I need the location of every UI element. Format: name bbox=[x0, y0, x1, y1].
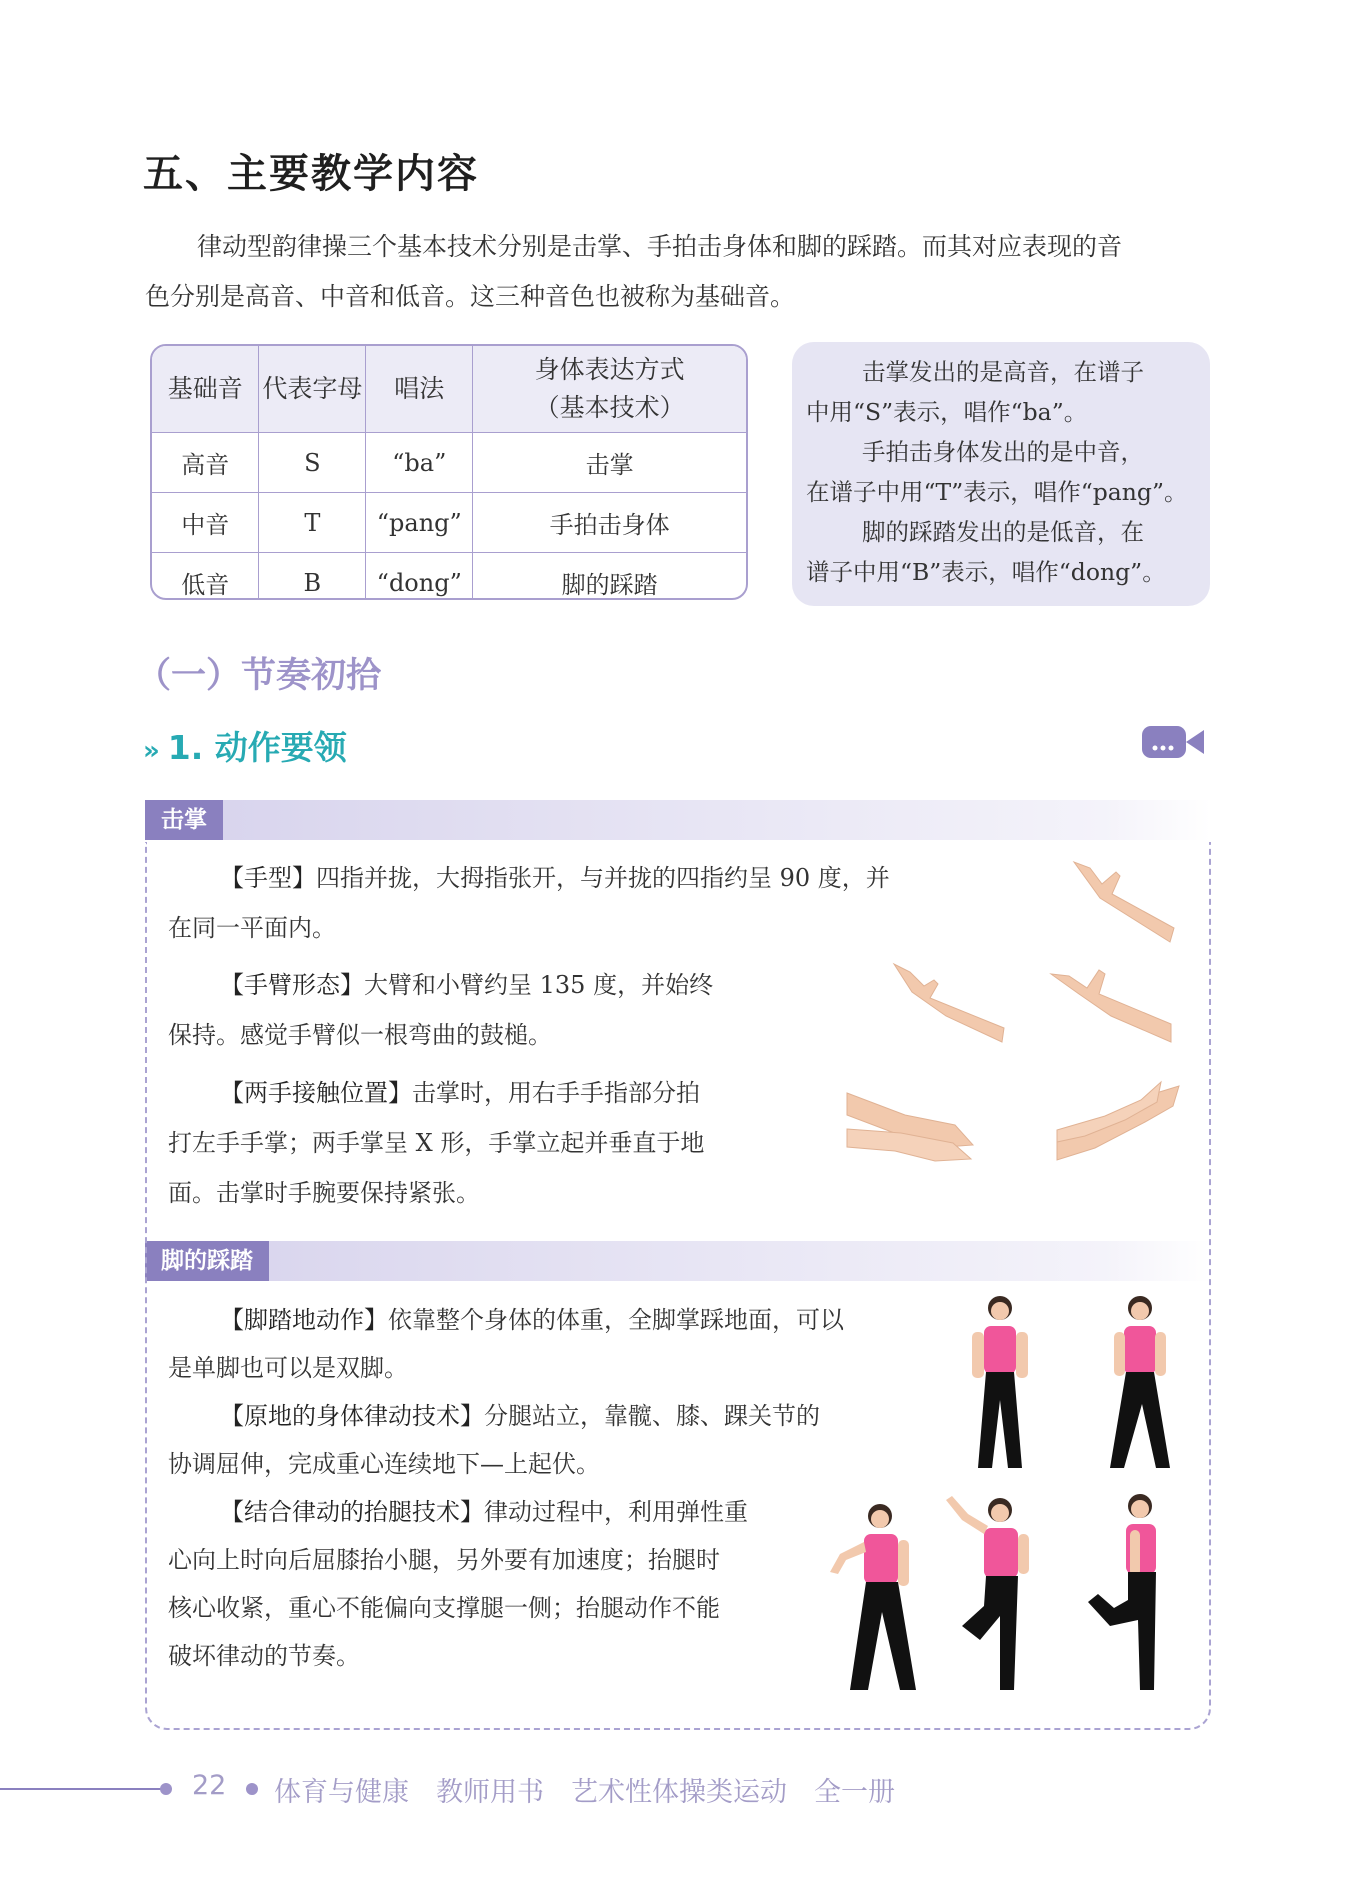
double-chevron-icon: » bbox=[143, 736, 160, 766]
table-cell: B bbox=[259, 553, 366, 601]
table-cell: “pang” bbox=[366, 493, 473, 553]
stand-figure-2 bbox=[1090, 1292, 1190, 1482]
video-camera-icon[interactable] bbox=[1140, 722, 1206, 762]
leg-lift-figure-2 bbox=[940, 1490, 1060, 1700]
note-line: 中用“S”表示，唱作“ba”。 bbox=[806, 398, 1088, 426]
stomp-tag: 脚的踩踏 bbox=[145, 1241, 269, 1281]
arm-shape-photo-1 bbox=[890, 960, 1010, 1050]
table-row bbox=[152, 433, 746, 493]
table-header-line: 身体表达方式 bbox=[534, 355, 685, 384]
table-header: 唱法 bbox=[366, 346, 473, 433]
clap-arm-paragraph bbox=[168, 960, 788, 1060]
basic-tone-table bbox=[150, 344, 748, 600]
intro-paragraph bbox=[145, 222, 1225, 322]
footer-line bbox=[0, 1788, 162, 1790]
table-cell: T bbox=[259, 493, 366, 553]
stomp-c-text: 律动过程中，利用弹性重 bbox=[484, 1498, 748, 1526]
subsection-title: （一）节奏初拾 bbox=[136, 656, 382, 696]
stomp-c-text-4: 破坏律动的节奏。 bbox=[168, 1642, 360, 1670]
table-cell: 中音 bbox=[152, 493, 259, 553]
clap-contact-photo-1 bbox=[845, 1085, 975, 1165]
table-cell: 高音 bbox=[152, 433, 259, 493]
page-number: 22 bbox=[192, 1770, 227, 1801]
table-cell: “dong” bbox=[366, 553, 473, 601]
table-cell: S bbox=[259, 433, 366, 493]
table-header bbox=[473, 346, 746, 433]
point-title bbox=[143, 722, 347, 769]
arm-text-2: 保持。感觉手臂似一根弯曲的鼓槌。 bbox=[168, 1021, 552, 1049]
arm-text: 大臂和小臂约呈 135 度，并始终 bbox=[364, 971, 714, 999]
footer-dot bbox=[246, 1783, 258, 1795]
note-line: 谱子中用“B”表示，唱作“dong”。 bbox=[806, 558, 1166, 586]
stomp-c-text-2: 心向上时向后屈膝抬小腿，另外要有加速度；抬腿时 bbox=[168, 1546, 720, 1574]
contact-text-2: 打左手手掌；两手掌呈 X 形，手掌立起并垂直于地 bbox=[168, 1129, 705, 1157]
hand-shape-photo bbox=[1060, 850, 1180, 950]
stomp-a-text: 依靠整个身体的体重，全脚掌踩地面，可以 bbox=[388, 1306, 844, 1334]
stand-figure-1 bbox=[950, 1292, 1050, 1482]
clap-band bbox=[145, 800, 1211, 840]
note-line: 脚的踩踏发出的是低音，在 bbox=[862, 518, 1144, 546]
clap-contact-paragraph bbox=[168, 1068, 788, 1218]
table-header-row bbox=[152, 346, 746, 433]
clap-hand-paragraph bbox=[168, 853, 998, 953]
footer-dot bbox=[160, 1783, 172, 1795]
table-cell: 击掌 bbox=[473, 433, 746, 493]
table-cell: 脚的踩踏 bbox=[473, 553, 746, 601]
hand-text-2: 在同一平面内。 bbox=[168, 914, 336, 942]
stomp-a-text-2: 是单脚也可以是双脚。 bbox=[168, 1354, 408, 1382]
intro-line-2: 色分别是高音、中音和低音。这三种音色也被称为基础音。 bbox=[145, 282, 796, 311]
stomp-c-text-3: 核心收紧，重心不能偏向支撑腿一侧；抬腿动作不能 bbox=[168, 1594, 720, 1622]
contact-text-3: 面。击掌时手腕要保持紧张。 bbox=[168, 1179, 480, 1207]
stomp-a-key: 【脚踏地动作】 bbox=[220, 1306, 388, 1334]
table-cell: “ba” bbox=[366, 433, 473, 493]
contact-text: 击掌时，用右手手指部分拍 bbox=[412, 1079, 700, 1107]
note-line: 在谱子中用“T”表示，唱作“pang”。 bbox=[806, 478, 1188, 506]
stomp-b-text: 分腿站立，靠髋、膝、踝关节的 bbox=[484, 1402, 820, 1430]
note-box bbox=[792, 342, 1210, 606]
table-cell: 低音 bbox=[152, 553, 259, 601]
section-title: 五、主要教学内容 bbox=[143, 150, 479, 197]
stomp-b-key: 【原地的身体律动技术】 bbox=[220, 1402, 484, 1430]
hand-text: 四指并拢，大拇指张开，与并拢的四指约呈 90 度，并 bbox=[316, 864, 890, 892]
note-line: 手拍击身体发出的是中音， bbox=[862, 438, 1144, 466]
point-title-text: 1. 动作要领 bbox=[167, 728, 347, 767]
table-header-line: （基本技术） bbox=[534, 393, 685, 422]
hand-key: 【手型】 bbox=[220, 864, 316, 892]
stomp-paragraph bbox=[168, 1296, 928, 1488]
table-row bbox=[152, 553, 746, 601]
leg-lift-figure-1 bbox=[820, 1500, 940, 1700]
stomp-b-text-2: 协调屈伸，完成重心连续地下—上起伏。 bbox=[168, 1450, 600, 1478]
stomp-c-key: 【结合律动的抬腿技术】 bbox=[220, 1498, 484, 1526]
intro-line-1: 律动型韵律操三个基本技术分别是击掌、手拍击身体和脚的踩踏。而其对应表现的音 bbox=[197, 232, 1123, 261]
table-row bbox=[152, 493, 746, 553]
note-line: 击掌发出的是高音，在谱子 bbox=[862, 358, 1144, 386]
arm-shape-photo-2 bbox=[1045, 960, 1175, 1050]
table-header: 基础音 bbox=[152, 346, 259, 433]
table-cell: 手拍击身体 bbox=[473, 493, 746, 553]
clap-contact-photo-2 bbox=[1055, 1080, 1185, 1170]
contact-key: 【两手接触位置】 bbox=[220, 1079, 412, 1107]
arm-key: 【手臂形态】 bbox=[220, 971, 364, 999]
book-title: 体育与健康 教师用书 艺术性体操类运动 全一册 bbox=[274, 1777, 895, 1808]
table-header: 代表字母 bbox=[259, 346, 366, 433]
clap-tag: 击掌 bbox=[145, 800, 223, 840]
leg-lift-paragraph bbox=[168, 1488, 828, 1680]
leg-lift-figure-3 bbox=[1080, 1490, 1190, 1700]
